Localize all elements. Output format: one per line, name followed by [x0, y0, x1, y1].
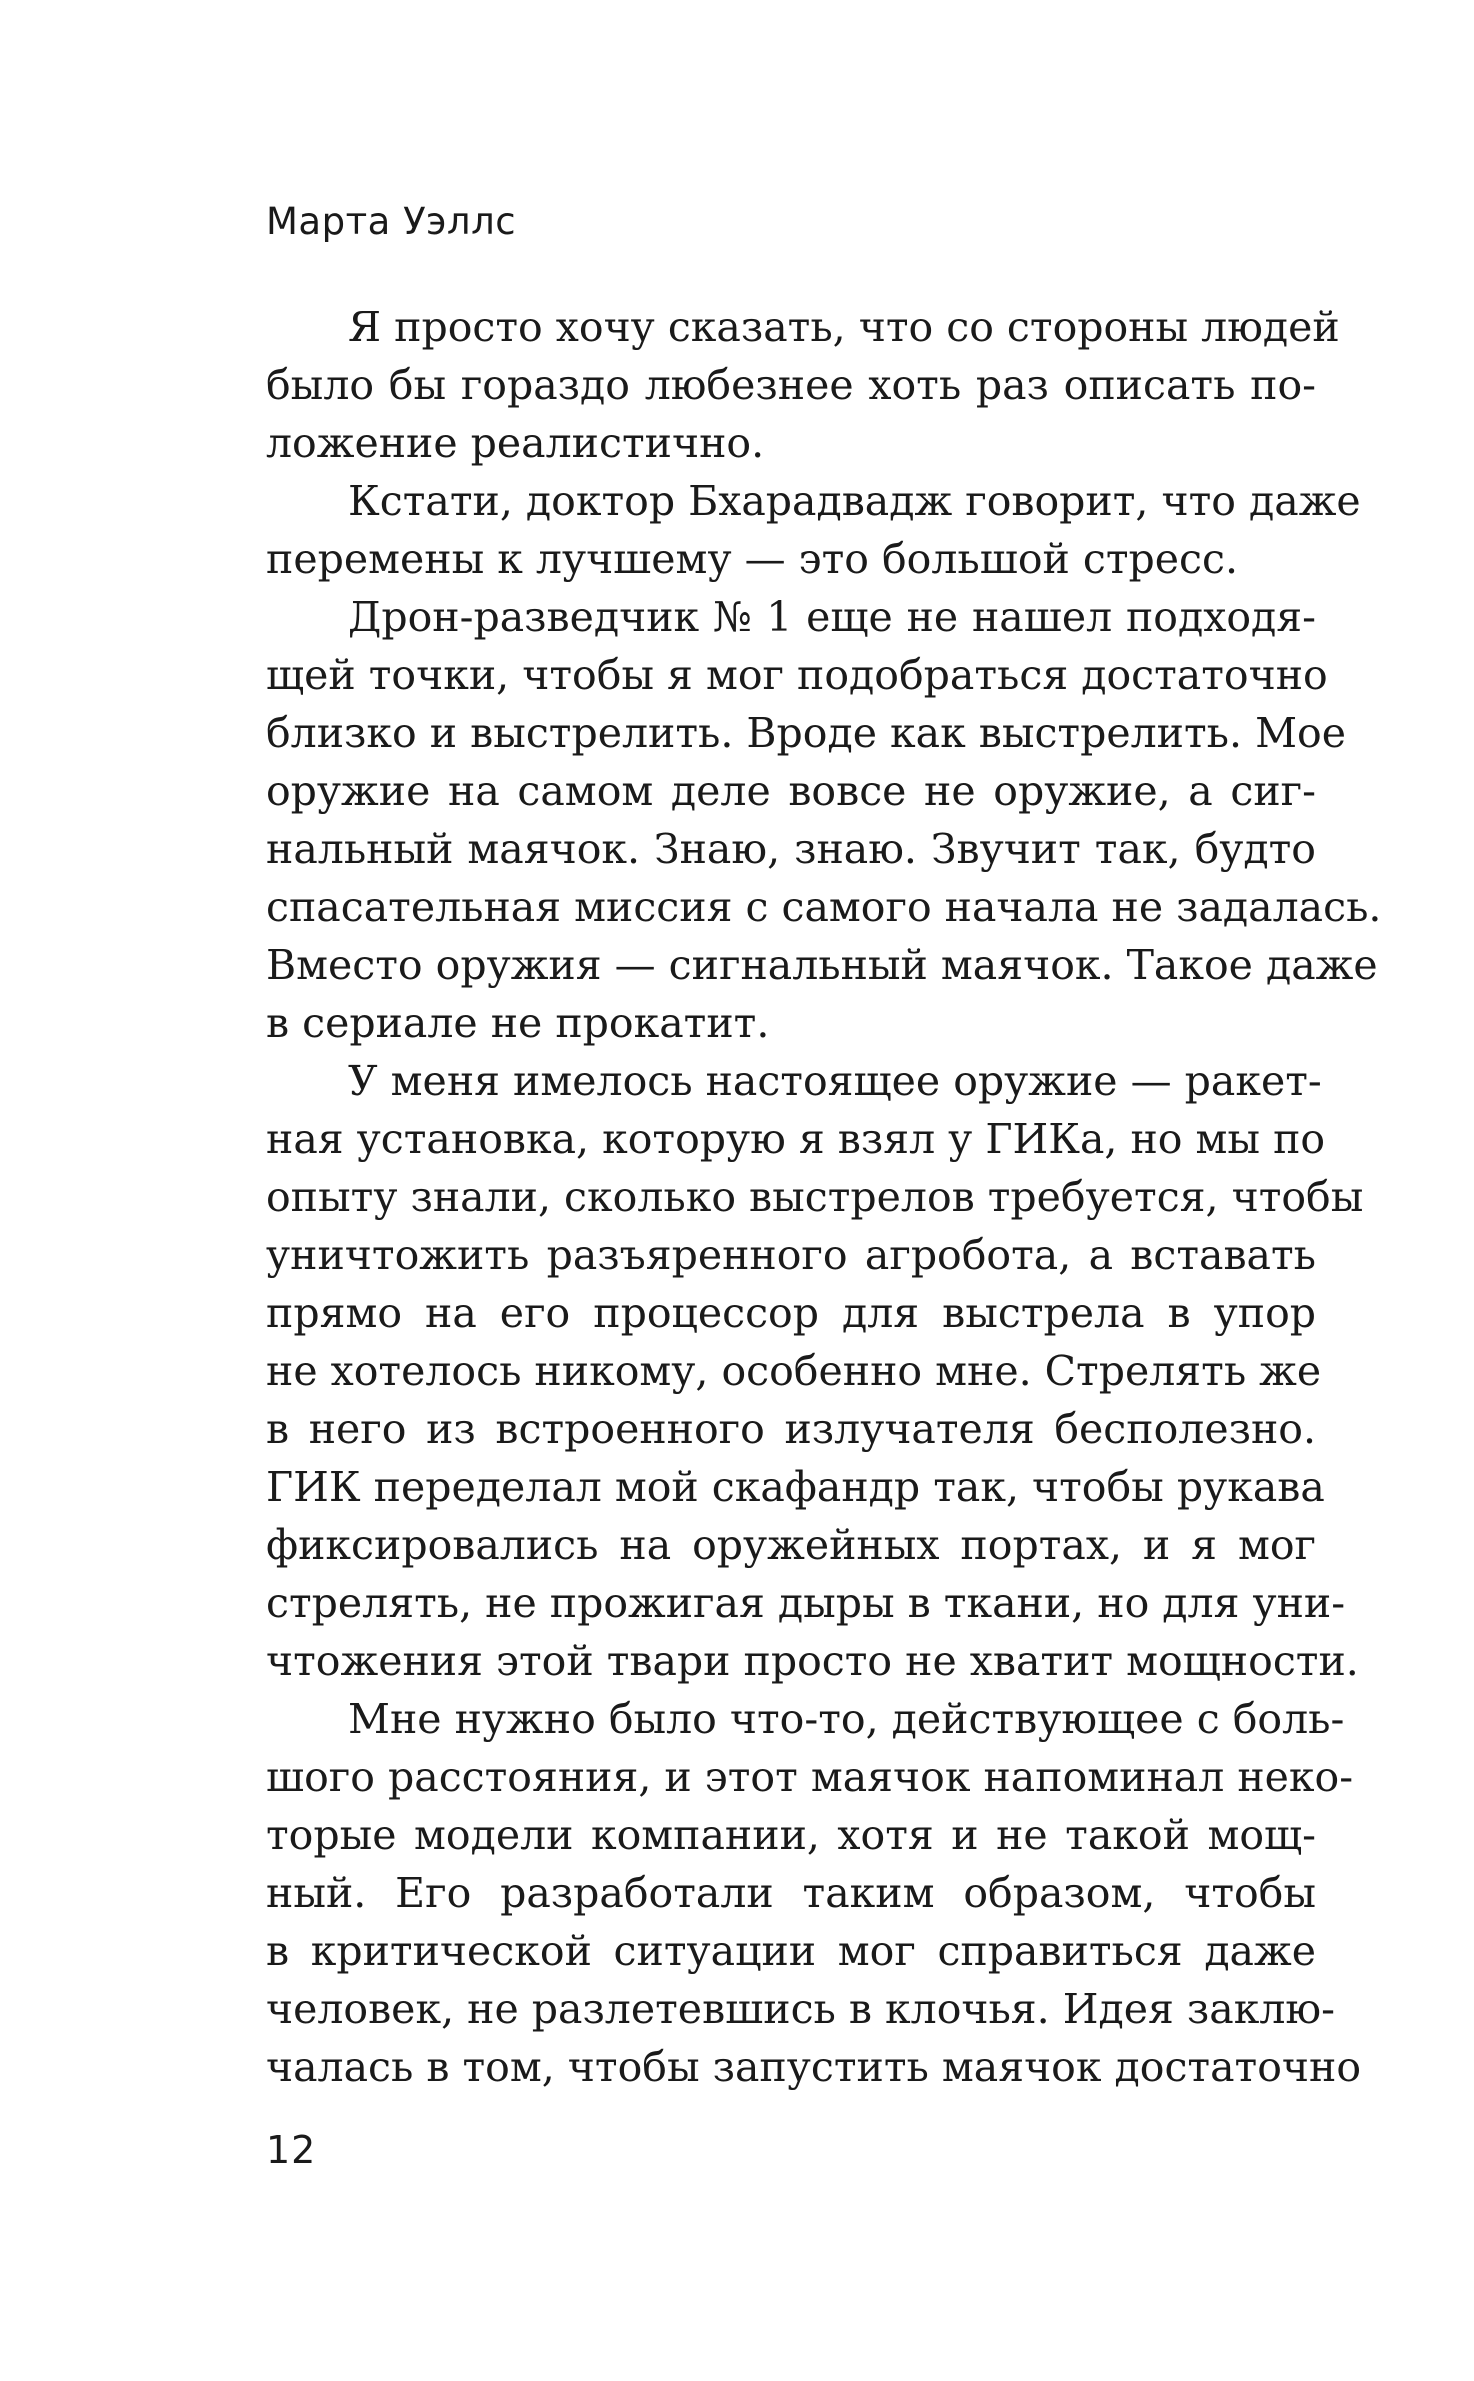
text-line: Мне нужно было что-то, действующее с боль-	[348, 1695, 1345, 1743]
text-line: было бы гораздо любезнее хоть раз описать по-	[266, 361, 1316, 409]
text-line: прямо на его процессор для выстрела в упор	[266, 1289, 1316, 1337]
text-line: щей точки, чтобы я мог подобраться достаточно	[266, 651, 1328, 699]
text-line: нальный маячок. Знаю, знаю. Звучит так, будто	[266, 825, 1316, 873]
text-line: У меня имелось настоящее оружие — ракет-	[348, 1057, 1322, 1105]
text-line: близко и выстрелить. Вроде как выстрелить. Мое	[266, 709, 1346, 757]
text-line: спасательная миссия с самого начала не задалась.	[266, 883, 1382, 931]
text-line: фиксировались на оружейных портах, и я мог	[266, 1521, 1316, 1569]
text-line: опыту знали, сколько выстрелов требуется, чтобы	[266, 1173, 1364, 1221]
text-line: в него из встроенного излучателя бесполезно.	[266, 1405, 1316, 1453]
text-line: чтожения этой твари просто не хватит мощности.	[266, 1637, 1359, 1685]
text-line: шого расстояния, и этот маячок напоминал неко-	[266, 1753, 1354, 1801]
text-line: Кстати, доктор Бхарадвадж говорит, что даже	[348, 477, 1361, 525]
text-line: не хотелось никому, особенно мне. Стрелять же	[266, 1347, 1322, 1395]
text-line: ГИК переделал мой скафандр так, чтобы рукава	[266, 1463, 1325, 1511]
text-line: Я просто хочу сказать, что со стороны людей	[348, 303, 1340, 351]
text-line: в критической ситуации мог справиться даже	[266, 1927, 1316, 1975]
text-line: человек, не разлетевшись в клочья. Идея заклю-	[266, 1985, 1335, 2033]
paragraph	[266, 472, 1361, 588]
text-line: перемены к лучшему — это большой стресс.	[266, 535, 1239, 583]
text-line: в сериале не прокатит.	[266, 999, 770, 1047]
text-line: уничтожить разъяренного агробота, а вставать	[266, 1231, 1316, 1279]
text-line: ная установка, которую я взял у ГИКа, но мы по	[266, 1115, 1326, 1163]
page-number: 12	[266, 2128, 317, 2172]
text-line: торые модели компании, хотя и не такой мощ-	[266, 1811, 1316, 1859]
text-line: ный. Его разработали таким образом, чтобы	[266, 1869, 1316, 1917]
text-line: Дрон-разведчик № 1 еще не нашел подходя-	[348, 593, 1316, 641]
paragraph	[266, 1052, 1364, 1690]
text-line: чалась в том, чтобы запустить маячок достаточно	[266, 2043, 1362, 2091]
text-line: Вместо оружия — сигнальный маячок. Такое даже	[266, 941, 1378, 989]
text-line: стрелять, не прожигая дыры в ткани, но для уни-	[266, 1579, 1346, 1627]
body-text	[266, 298, 1382, 2096]
paragraph	[266, 588, 1382, 1052]
text-line: ложение реалистично.	[266, 419, 765, 467]
running-head: Марта Уэллс	[266, 200, 517, 243]
text-line: оружие на самом деле вовсе не оружие, а сиг-	[266, 767, 1316, 815]
paragraph	[266, 298, 1340, 472]
paragraph	[266, 1690, 1362, 2096]
